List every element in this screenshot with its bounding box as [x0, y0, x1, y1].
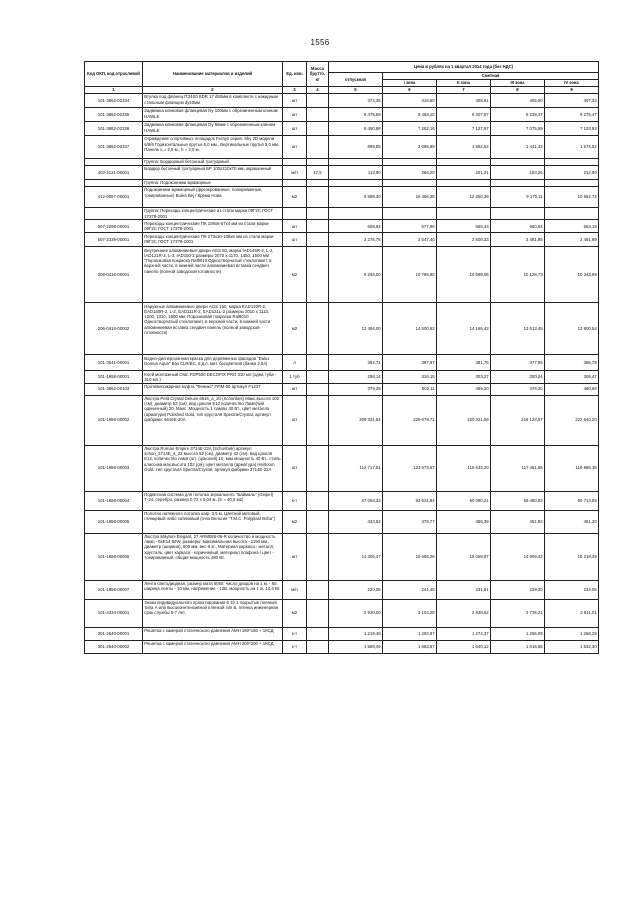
- table-row: [85, 383, 599, 395]
- header-zone-2: II зона: [437, 80, 491, 87]
- price-zone-2: 408,91: [437, 94, 491, 108]
- item-name: Подвесная система для потолка зеркального "Баймаль" (Geipel) Т-24, серебро, размер 0,72 х 5,04 м, (S = 40,5 м2): [143, 491, 283, 510]
- okp-code: 101-1958-00003: [85, 445, 143, 491]
- price-release: 433,62: [329, 510, 383, 533]
- okp-code: 403-2121-00001: [85, 166, 143, 180]
- price-release: 9 294,00: [329, 247, 383, 303]
- price-zone-1: 416,60: [383, 94, 437, 108]
- table-row: [85, 122, 599, 136]
- gross-mass: [307, 533, 329, 580]
- price-release: 112 717,51: [329, 445, 383, 491]
- header-zone-3: III зона: [491, 80, 545, 87]
- okp-code: 101-1958-00007: [85, 580, 143, 599]
- gross-mass: 17,5: [307, 166, 329, 180]
- price-release: 6 589,30: [329, 187, 383, 208]
- gross-mass: [307, 94, 329, 108]
- price-zone-2: 7 127,97: [437, 122, 491, 136]
- column-index: 6: [383, 87, 437, 94]
- price-zone-1: 2 547,40: [383, 233, 437, 247]
- price-zone-2: 1 274,37: [437, 627, 491, 640]
- price-zone-3: 13 513,45: [491, 303, 545, 355]
- header-price-title: Цена в рублях на 1 квартал 2014 года (без НДС): [329, 62, 599, 73]
- table-row: [85, 108, 599, 122]
- column-index: 5: [329, 87, 383, 94]
- price-zone-4: 13 800,54: [545, 303, 599, 355]
- empty-cell: [283, 159, 307, 166]
- price-release: 14 305,47: [329, 533, 383, 580]
- price-release: 12 494,00: [329, 303, 383, 355]
- gross-mass: [307, 247, 329, 303]
- column-index: 8: [491, 87, 545, 94]
- price-zone-3: 14 909,43: [491, 533, 545, 580]
- price-zone-3: 1 441,42: [491, 136, 545, 159]
- price-zone-3: 2 735,21: [491, 599, 545, 627]
- item-name: Решетка с камерой статического давления АМН 200*200 + 1КСД: [143, 640, 283, 653]
- price-zone-3: 2 481,95: [491, 233, 545, 247]
- unit: к-т: [283, 627, 307, 640]
- price-zone-2: 201,21: [437, 166, 491, 180]
- gross-mass: [307, 599, 329, 627]
- empty-cell: [491, 208, 545, 220]
- empty-cell: [491, 180, 545, 187]
- price-zone-3: 7 075,59: [491, 122, 545, 136]
- price-zone-3: 9 239,47: [491, 108, 545, 122]
- price-zone-3: 377,95: [491, 355, 545, 371]
- price-table: [84, 61, 599, 654]
- empty-cell: [85, 208, 143, 220]
- empty-cell: [437, 208, 491, 220]
- gross-mass: [307, 233, 329, 247]
- empty-cell: [545, 180, 599, 187]
- price-zone-3: 1 256,09: [491, 627, 545, 640]
- okp-code: 206-0416-00001: [85, 247, 143, 303]
- price-zone-3: 300,24: [491, 371, 545, 383]
- unit: шт: [283, 445, 307, 491]
- unit: шт: [283, 94, 307, 108]
- price-zone-4: 10 662,72: [545, 187, 599, 208]
- okp-code: 101-3862-00103: [85, 383, 143, 395]
- unit: шт: [283, 233, 307, 247]
- price-zone-4: 7 103,93: [545, 122, 599, 136]
- price-release: 2 830,00: [329, 599, 383, 627]
- price-zone-2: 1 640,12: [437, 640, 491, 653]
- price-zone-1: 14 500,92: [383, 303, 437, 355]
- price-zone-2: 2 500,33: [437, 233, 491, 247]
- table-body: [85, 94, 599, 654]
- item-name: Люстра Maytoni Elegant, 27 ARM085-06-R количество и мощность ламп - 6хE14 60W, размеры: максимальная высота - 1190 мм., диаметр (ширина), 600 мм. вес-6 кг., Материал каркаса - металл, хрусталь, цвет каркаса - коричневый, материал плафона / цвет - тонированный, общая мощность 480 Вт.: [143, 533, 283, 580]
- gross-mass: [307, 136, 329, 159]
- price-zone-4: 212,90: [545, 166, 599, 180]
- item-name: Ограждение спортивных площадок Ferays серия. Sky 2D модели 6/5/6 Горизонтальные прутья 6,0 мм., Вертикальные прутья 5,0 мм. Панель L = 2,5 м., h = 2,0 м.: [143, 136, 283, 159]
- item-name: Переходы концентрические ПК 108х6-57х4 мм из стали марки 09Г2С ГОСТ 17378-2001: [143, 220, 283, 233]
- table-row: [85, 303, 599, 355]
- price-zone-1: 9 483,10: [383, 108, 437, 122]
- empty-cell: [307, 180, 329, 187]
- price-zone-3: 218 123,57: [491, 395, 545, 445]
- price-zone-1: 229 678,71: [383, 395, 437, 445]
- price-zone-4: 306,47: [545, 371, 599, 383]
- price-release: 379,25: [329, 383, 383, 395]
- group-row: [85, 159, 599, 166]
- price-zone-4: 1 268,29: [545, 627, 599, 640]
- price-zone-3: 660,54: [491, 220, 545, 233]
- okp-code: 101-1958-00001: [85, 371, 143, 383]
- group-row: [85, 208, 599, 220]
- table-row: [85, 445, 599, 491]
- price-release: 298,14: [329, 371, 383, 383]
- group-row: [85, 180, 599, 187]
- empty-cell: [383, 208, 437, 220]
- gross-mass: [307, 371, 329, 383]
- unit: м2: [283, 303, 307, 355]
- empty-cell: [383, 180, 437, 187]
- price-zone-3: 1 616,58: [491, 640, 545, 653]
- price-zone-3: 405,90: [491, 94, 545, 108]
- price-zone-3: 10 128,73: [491, 247, 545, 303]
- price-zone-2: 12 250,38: [437, 187, 491, 208]
- price-zone-1: 502,11: [383, 383, 437, 395]
- price-zone-4: 663,19: [545, 220, 599, 233]
- price-release: 372,35: [329, 94, 383, 108]
- table-row: [85, 599, 599, 627]
- table-row: [85, 166, 599, 180]
- price-zone-3: 9 170,11: [491, 187, 545, 208]
- unit: шт: [283, 122, 307, 136]
- item-name: Люстра Petit Crystal Deluxe 6616_a_20 (Schonbek) Макс.высота 102 (см), диаметр 53 (см), вид цоколя E12 количество Ламп(чий одиночный) 20, Макс. Мощность 1 лампы 40 Вт., цвет металла (арматура) Polished Gold, тип хрусталя Spectra/Crystal, артикул фабрики: 6616E-20A: [143, 395, 283, 445]
- item-name: Задвижка клиновая фланцевая Dy 65мм с обрезиненным клином HAWLE: [143, 122, 283, 136]
- header-code: Код ОКП, код отраслевой: [85, 62, 143, 87]
- item-name: Внутренние алюминиевые двери AGS 50, марка IAD145R-2, L-2, IAD121R-3, L-3, IAD150-2 размеры 2070 х 1170, 1450, 1500 мм "Порошковая покраска Ral9010 Одностворчатый стеклопакет, в верхней части, в нижней части алюминиевая вставка сендвич панель (полной заводской готовности): [143, 247, 283, 303]
- gross-mass: [307, 220, 329, 233]
- price-zone-2: 1 582,52: [437, 136, 491, 159]
- unit: шт: [283, 108, 307, 122]
- unit: м2: [283, 510, 307, 533]
- okp-code: 412-0057-00001: [85, 187, 143, 208]
- item-name: Задвижка клиновая фланцевая Dy 100мм с обрезиненным клином HAWLE: [143, 108, 283, 122]
- empty-cell: [283, 180, 307, 187]
- price-zone-1: 241,45: [383, 580, 437, 599]
- price-zone-2: 456,39: [437, 510, 491, 533]
- gross-mass: [307, 187, 329, 208]
- item-name: Полотно натяжного потолка шир. 3,5 м. Цветной матовый, глянцевый либо сатиновый (п-во Бельгия "Т.М.С. Polyplast Bvba"): [143, 510, 283, 533]
- header-zone-4: IV зона: [545, 80, 599, 87]
- gross-mass: [307, 303, 329, 355]
- price-zone-4: 2 811,01: [545, 599, 599, 627]
- okp-code: 101-1958-00002: [85, 395, 143, 445]
- empty-cell: [283, 208, 307, 220]
- table-row: [85, 247, 599, 303]
- table-row: [85, 220, 599, 233]
- okp-code: 101-3862-02336: [85, 122, 143, 136]
- group-title: Группа: Переходы концентрические из стали марки 09Г2С ГОСТ 17378-2001: [143, 208, 283, 220]
- gross-mass: [307, 640, 329, 653]
- empty-cell: [329, 159, 383, 166]
- column-index-row: [85, 87, 599, 94]
- group-title: Группа: Подоконники мраморные: [143, 180, 283, 187]
- unit: шт: [283, 395, 307, 445]
- price-zone-3: 183,26: [491, 166, 545, 180]
- price-zone-2: 469,20: [437, 383, 491, 395]
- table-row: [85, 136, 599, 159]
- header-release: отпускная: [329, 73, 383, 87]
- price-release: 895,85: [329, 136, 383, 159]
- table-row: [85, 94, 599, 108]
- price-zone-1: 316,15: [383, 371, 437, 383]
- empty-cell: [329, 208, 383, 220]
- empty-cell: [545, 159, 599, 166]
- gross-mass: [307, 627, 329, 640]
- empty-cell: [85, 159, 143, 166]
- empty-cell: [437, 180, 491, 187]
- unit: м2: [283, 599, 307, 627]
- price-zone-4: 9 276,47: [545, 108, 599, 122]
- item-name: Переходы концентрические ПК 273х10-108х6 мм из стали марки 09Г2С ГОСТ 17378-2001: [143, 233, 283, 247]
- price-release: 57 053,33: [329, 491, 383, 510]
- item-name: Противопожарная муфта "Феникс" ППМ-50 артикул F1237: [143, 383, 283, 395]
- okp-code: 206-0416-00002: [85, 303, 143, 355]
- price-zone-2: 14 165,43: [437, 303, 491, 355]
- gross-mass: [307, 108, 329, 122]
- price-zone-1: 1 663,67: [383, 640, 437, 653]
- price-zone-4: 407,33: [545, 94, 599, 108]
- gross-mass: [307, 122, 329, 136]
- price-zone-3: 59 480,83: [491, 491, 545, 510]
- item-name: Люстра Roman Empire 3714E-22A (Schonbek) артикул schon_3714E_a_22 высота 52 (см), диаметр 42 (см), вид цоколя E12, количество ламп (шт. (цоколей) 10, мах.мощность 40 Вт., стиль классика мах.высота 102 (см), цвет металла (арматура) Heirloom Gold, тип хрусталя Spectra/Crystal, артикул фабрики 3714E-22A: [143, 445, 283, 491]
- column-index: 3: [283, 87, 307, 94]
- price-zone-2: 303,27: [437, 371, 491, 383]
- page-number: 1556: [310, 38, 330, 47]
- price-zone-4: 15 218,49: [545, 533, 599, 580]
- price-zone-3: 476,20: [491, 383, 545, 395]
- header-unit: Ед. изм.: [283, 62, 307, 87]
- price-zone-2: 10 598,06: [437, 247, 491, 303]
- price-release: 220,06: [329, 580, 383, 599]
- price-zone-1: 3 104,28: [383, 599, 437, 627]
- empty-cell: [329, 180, 383, 187]
- price-zone-4: 60 713,65: [545, 491, 599, 510]
- table-row: [85, 395, 599, 445]
- price-release: 2 276,78: [329, 233, 383, 247]
- price-zone-1: 10 786,90: [383, 247, 437, 303]
- table-row: [85, 627, 599, 640]
- table-row: [85, 640, 599, 653]
- unit: шт: [283, 383, 307, 395]
- empty-cell: [85, 180, 143, 187]
- price-zone-4: 1 632,30: [545, 640, 599, 653]
- price-zone-1: 2 085,89: [383, 136, 437, 159]
- price-zone-1: 7 262,16: [383, 122, 437, 136]
- table-row: [85, 355, 599, 371]
- item-name: Решетка с камерой статического давления АМН 150*150 + 1КСД: [143, 627, 283, 640]
- price-zone-1: 123 673,67: [383, 445, 437, 491]
- price-zone-3: 451,83: [491, 510, 545, 533]
- unit: м2: [283, 247, 307, 303]
- table-row: [85, 510, 599, 533]
- okp-code: 101-3862-02334: [85, 94, 143, 108]
- price-zone-2: 15 059,87: [437, 533, 491, 580]
- unit: шт: [283, 220, 307, 233]
- price-zone-1: 15 695,26: [383, 533, 437, 580]
- table-row: [85, 371, 599, 383]
- price-zone-1: 16 456,38: [383, 187, 437, 208]
- gross-mass: [307, 510, 329, 533]
- okp-code: 301-2640-00002: [85, 640, 143, 653]
- okp-code: 101-1958-00005: [85, 510, 143, 533]
- price-zone-1: 62 631,84: [383, 491, 437, 510]
- okp-code: 101-3862-02335: [85, 108, 143, 122]
- okp-code: 301-2640-00001: [85, 627, 143, 640]
- table-header: [85, 62, 599, 94]
- gross-mass: [307, 355, 329, 371]
- unit: л: [283, 355, 307, 371]
- table-row: [85, 491, 599, 510]
- item-name: Подоконники мраморный (фрезерованные, полированные, тонированные) Bulea Bej / Крема Нова: [143, 187, 283, 208]
- price-release: 113,90: [329, 166, 383, 180]
- price-zone-4: 2 491,89: [545, 233, 599, 247]
- price-release: 362,71: [329, 355, 383, 371]
- price-zone-4: 234,06: [545, 580, 599, 599]
- column-index: 4: [307, 87, 329, 94]
- empty-cell: [437, 159, 491, 166]
- item-name: Втулка под фланец ПЭ100 SDR 17 d50мм в комплекте с накидным стальным фланцем dy40мм: [143, 94, 283, 108]
- price-zone-1: 265,20: [383, 166, 437, 180]
- empty-cell: [491, 159, 545, 166]
- price-zone-3: 117 451,65: [491, 445, 545, 491]
- gross-mass: [307, 580, 329, 599]
- price-zone-1: 1 292,87: [383, 627, 437, 640]
- price-release: 605,94: [329, 220, 383, 233]
- price-zone-4: 480,66: [545, 383, 599, 395]
- gross-mass: [307, 491, 329, 510]
- column-index: 2: [143, 87, 283, 94]
- column-index: 1: [85, 87, 143, 94]
- header-name: Наименование материалов и изделий: [143, 62, 283, 87]
- header-zone-1: I зона: [383, 80, 437, 87]
- okp-code: 507-2298-00001: [85, 220, 143, 233]
- unit: м/п: [283, 166, 307, 180]
- price-zone-4: 119 886,38: [545, 445, 599, 491]
- okp-code: 101-3862-02337: [85, 136, 143, 159]
- empty-cell: [307, 159, 329, 166]
- price-zone-4: 1 674,52: [545, 136, 599, 159]
- table-row: [85, 233, 599, 247]
- price-zone-2: 220 321,59: [437, 395, 491, 445]
- price-zone-3: 229,30: [491, 580, 545, 599]
- price-zone-2: 381,75: [437, 355, 491, 371]
- item-name: Знаки индивидуального проектирования 6 10.1 покрытые пленкой типа А или высокоинтенсивной пленкой тип Б, пленка инженерная срок службы 5-7 лет,: [143, 599, 283, 627]
- price-zone-4: 385,78: [545, 355, 599, 371]
- price-zone-1: 397,97: [383, 355, 437, 371]
- price-zone-2: 118 633,20: [437, 445, 491, 491]
- price-release: 209 331,64: [329, 395, 383, 445]
- unit: 1 туб: [283, 371, 307, 383]
- item-name: Водно-дисперсионная краска для деревянных фасадов "Dulux Domus Aqua" Баз CLR/BC, в д.п. мат. бесцветная (банка 2,5л): [143, 355, 283, 371]
- price-release: 1 589,49: [329, 640, 383, 653]
- price-release: 1 219,49: [329, 627, 383, 640]
- gross-mass: [307, 383, 329, 395]
- unit: к-т: [283, 640, 307, 653]
- item-name: Наружные алюминиевые двери AGS 160, марка EAD120R-2, EAD160R-2, L-2, EAD111R-2, EAD131L-2 размеры 2010 х 1110, 1200, 1310, 1600 мм. Порошковая покраска Ral9010 Одностворчатый стеклопакет, в верхней части, в нижней части алюминиевая вставка сендвич панель (полной заводской готовности): [143, 303, 283, 355]
- price-zone-2: 231,61: [437, 580, 491, 599]
- price-zone-2: 2 939,52: [437, 599, 491, 627]
- okp-code: 101-1958-00006: [85, 533, 143, 580]
- unit: шт: [283, 136, 307, 159]
- price-zone-2: 60 080,21: [437, 491, 491, 510]
- column-index: 7: [437, 87, 491, 94]
- empty-cell: [545, 208, 599, 220]
- table-row: [85, 533, 599, 580]
- price-release: 8 475,69: [329, 108, 383, 122]
- gross-mass: [307, 445, 329, 491]
- price-zone-4: 10 343,69: [545, 247, 599, 303]
- okp-code: 101-1958-00004: [85, 491, 143, 510]
- header-estimate: Сметная: [383, 73, 599, 80]
- item-name: Лента светодиодная, размер мата 5050, число диодов на 1 м. - 60, ширина ленты - 10 мм, напряжение - 12В, мощность на 1 м. 14,4 Вт.: [143, 580, 283, 599]
- price-zone-1: 475,77: [383, 510, 437, 533]
- okp-code: 101-3041-00001: [85, 355, 143, 371]
- gross-mass: [307, 395, 329, 445]
- column-index: 9: [545, 87, 599, 94]
- unit: к-т: [283, 491, 307, 510]
- price-zone-2: 665,43: [437, 220, 491, 233]
- empty-cell: [383, 159, 437, 166]
- header-mass: Масса брутто, кг: [307, 62, 329, 87]
- item-name: Бордюр бетонный тротуарный БР 100х210х70 мм, окрашенный: [143, 166, 283, 180]
- table-row: [85, 187, 599, 208]
- unit: шт: [283, 533, 307, 580]
- empty-cell: [307, 208, 329, 220]
- price-release: 6 490,88: [329, 122, 383, 136]
- item-name: Клей монтажный Orac FDP500 DECOFIX PRO 310 мл (одна туба - 310 мл.): [143, 371, 283, 383]
- price-zone-1: 677,96: [383, 220, 437, 233]
- okp-code: 101-4334-00001: [85, 599, 143, 627]
- unit: м2: [283, 187, 307, 208]
- price-zone-4: 222 640,20: [545, 395, 599, 445]
- group-title: Группа: Бордюрный бетонный тротуарный: [143, 159, 283, 166]
- price-zone-2: 9 307,87: [437, 108, 491, 122]
- unit: м/п: [283, 580, 307, 599]
- table-row: [85, 580, 599, 599]
- okp-code: 507-2339-00001: [85, 233, 143, 247]
- price-zone-4: 461,20: [545, 510, 599, 533]
